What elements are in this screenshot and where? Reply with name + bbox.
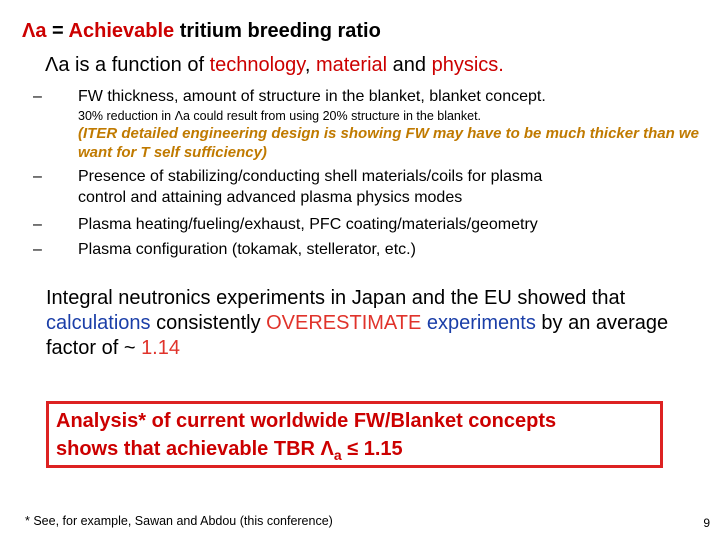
lambda-subscript: a	[333, 447, 342, 463]
bullet-text: Plasma heating/fueling/exhaust, PFC coating/materials/geometry	[78, 216, 538, 233]
neutronics-paragraph	[46, 286, 706, 361]
conclusion-line2	[56, 435, 666, 464]
lambda-symbol: Λa	[22, 20, 47, 42]
material-word: material	[315, 54, 388, 76]
structure-reduction-note	[78, 109, 481, 123]
conclusion-text	[56, 407, 666, 464]
conclusion-line2-end: ≤ 1.15	[341, 438, 403, 460]
bullet-dash: –	[33, 88, 42, 105]
bullet-text-continued: control and attaining advanced plasma physics modes	[78, 189, 463, 206]
function-line-intro: Λa is a function of	[45, 54, 210, 76]
calculations-word: calculations	[46, 312, 151, 334]
overestimate-word: OVERESTIMATE	[266, 312, 422, 334]
experiments-word: experiments	[426, 312, 536, 334]
slide-title	[22, 20, 381, 43]
bullet-text: Presence of stabilizing/conducting shell materials/coils for plasma	[78, 168, 543, 185]
para-part1: Integral neutronics experiments in Japan and the EU showed that	[46, 287, 626, 309]
bullet-dash: –	[33, 216, 42, 233]
bullet-plasma-configuration	[33, 239, 713, 261]
title-rest: tritium breeding ratio	[174, 20, 381, 42]
footnote: * See, for example, Sawan and Abdou (this conference)	[25, 514, 333, 528]
bullet-text: FW thickness, amount of structure in the blanket, blanket concept.	[78, 88, 546, 105]
function-comma: ,	[304, 54, 316, 76]
page-number: 9	[703, 516, 710, 530]
note-rest: reduction in Λa could result from using 20% structure in the blanket.	[103, 109, 482, 123]
factor-value: 1.14	[141, 337, 180, 359]
technology-word: technology	[209, 54, 305, 76]
function-line	[45, 54, 504, 77]
bullet-fw-thickness	[33, 86, 713, 108]
para-part3: by an average factor of ~	[46, 312, 669, 359]
title-highlight: Achievable	[68, 20, 175, 42]
bullet-dash: –	[33, 168, 42, 185]
iter-note: (ITER detailed engineering design is showing FW may have to be much thicker than we want for T self sufficiency)	[78, 125, 699, 161]
physics-word: physics.	[431, 54, 504, 76]
bullet-plasma-heating	[33, 214, 713, 236]
conclusion-line2-start: shows that achievable TBR Λ	[56, 438, 334, 460]
conclusion-line1: Analysis* of current worldwide FW/Blanket concepts	[56, 410, 557, 432]
bullet-text: Plasma configuration (tokamak, stellerator, etc.)	[78, 241, 416, 258]
bullet-stabilizing-shell	[33, 166, 713, 210]
bullet-dash: –	[33, 241, 42, 258]
title-equals: =	[46, 20, 69, 42]
note-percent: 30%	[78, 109, 104, 123]
function-and: and	[387, 54, 432, 76]
para-part2: consistently	[150, 312, 267, 334]
